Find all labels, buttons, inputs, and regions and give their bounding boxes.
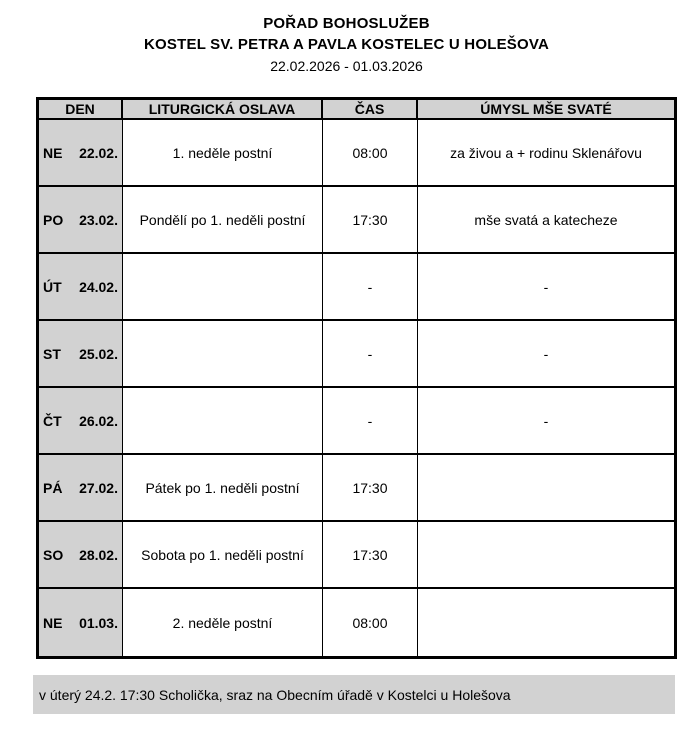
- day-abbr: PO: [43, 211, 64, 228]
- time-cell: -: [323, 388, 418, 453]
- day-cell: [39, 321, 123, 386]
- celebration-cell: 2. neděle postní: [123, 589, 323, 656]
- intention-cell: [418, 589, 674, 656]
- intention-cell: -: [543, 412, 549, 429]
- time-cell: 17:30: [323, 522, 418, 587]
- intention-cell: [418, 455, 674, 520]
- schedule-table: [36, 97, 677, 659]
- day-cell: [39, 187, 123, 252]
- day-date: 22.02.: [79, 144, 118, 161]
- day-cell: [39, 455, 123, 520]
- celebration-cell: [123, 254, 323, 319]
- week-date-range: 22.02.2026 - 01.03.2026: [270, 58, 423, 74]
- time-cell: -: [323, 254, 418, 319]
- day-date: 25.02.: [79, 345, 118, 362]
- time-cell: -: [323, 321, 418, 386]
- table-header-row: [39, 100, 674, 120]
- table-row: [39, 321, 674, 388]
- day-date: 01.03.: [79, 614, 118, 631]
- celebration-cell: Pátek po 1. neděli postní: [123, 455, 323, 520]
- day-cell: [39, 120, 123, 185]
- time-cell: 08:00: [323, 589, 418, 656]
- day-date: 26.02.: [79, 412, 118, 429]
- day-date: 23.02.: [79, 211, 118, 228]
- time-cell: 17:30: [323, 455, 418, 520]
- intention-cell: za živou a + rodinu Sklenářovu: [450, 144, 642, 161]
- column-header-intention: ÚMYSL MŠE SVATÉ: [418, 100, 674, 118]
- day-abbr: ÚT: [43, 278, 62, 295]
- table-row: [39, 455, 674, 522]
- day-cell: [39, 522, 123, 587]
- day-abbr: NE: [43, 144, 63, 161]
- intention-cell: -: [543, 345, 549, 362]
- day-abbr: SO: [43, 546, 64, 563]
- column-header-celebration: LITURGICKÁ OSLAVA: [123, 100, 323, 118]
- column-header-time: ČAS: [323, 100, 418, 118]
- celebration-cell: Pondělí po 1. neděli postní: [123, 187, 323, 252]
- day-date: 27.02.: [79, 479, 118, 496]
- intention-cell: [418, 522, 674, 587]
- church-subtitle: KOSTEL SV. PETRA A PAVLA KOSTELEC U HOLEŠOVA: [144, 36, 549, 53]
- celebration-cell: Sobota po 1. neděli postní: [123, 522, 323, 587]
- page-title: POŘAD BOHOSLUŽEB: [263, 15, 430, 32]
- day-cell: [39, 254, 123, 319]
- day-cell: [39, 388, 123, 453]
- day-date: 28.02.: [79, 546, 118, 563]
- day-abbr: NE: [43, 614, 63, 631]
- table-row: [39, 589, 674, 656]
- celebration-cell: [123, 321, 323, 386]
- celebration-cell: 1. neděle postní: [123, 120, 323, 185]
- table-row: [39, 522, 674, 589]
- column-header-day: DEN: [39, 100, 123, 118]
- day-cell: [39, 589, 123, 656]
- day-abbr: ST: [43, 345, 61, 362]
- time-cell: 08:00: [323, 120, 418, 185]
- announcement-banner: [33, 675, 675, 714]
- table-row: [39, 120, 674, 187]
- day-abbr: PÁ: [43, 479, 63, 496]
- time-cell: 17:30: [323, 187, 418, 252]
- intention-cell: -: [543, 278, 549, 295]
- announcement-text: v úterý 24.2. 17:30 Scholička, sraz na Obecním úřadě v Kostelci u Holešova: [39, 686, 511, 703]
- table-row: [39, 254, 674, 321]
- intention-cell: mše svatá a katecheze: [474, 211, 618, 228]
- table-row: [39, 388, 674, 455]
- document-header: [0, 0, 693, 76]
- table-row: [39, 187, 674, 254]
- celebration-cell: [123, 388, 323, 453]
- day-abbr: ČT: [43, 412, 62, 429]
- day-date: 24.02.: [79, 278, 118, 295]
